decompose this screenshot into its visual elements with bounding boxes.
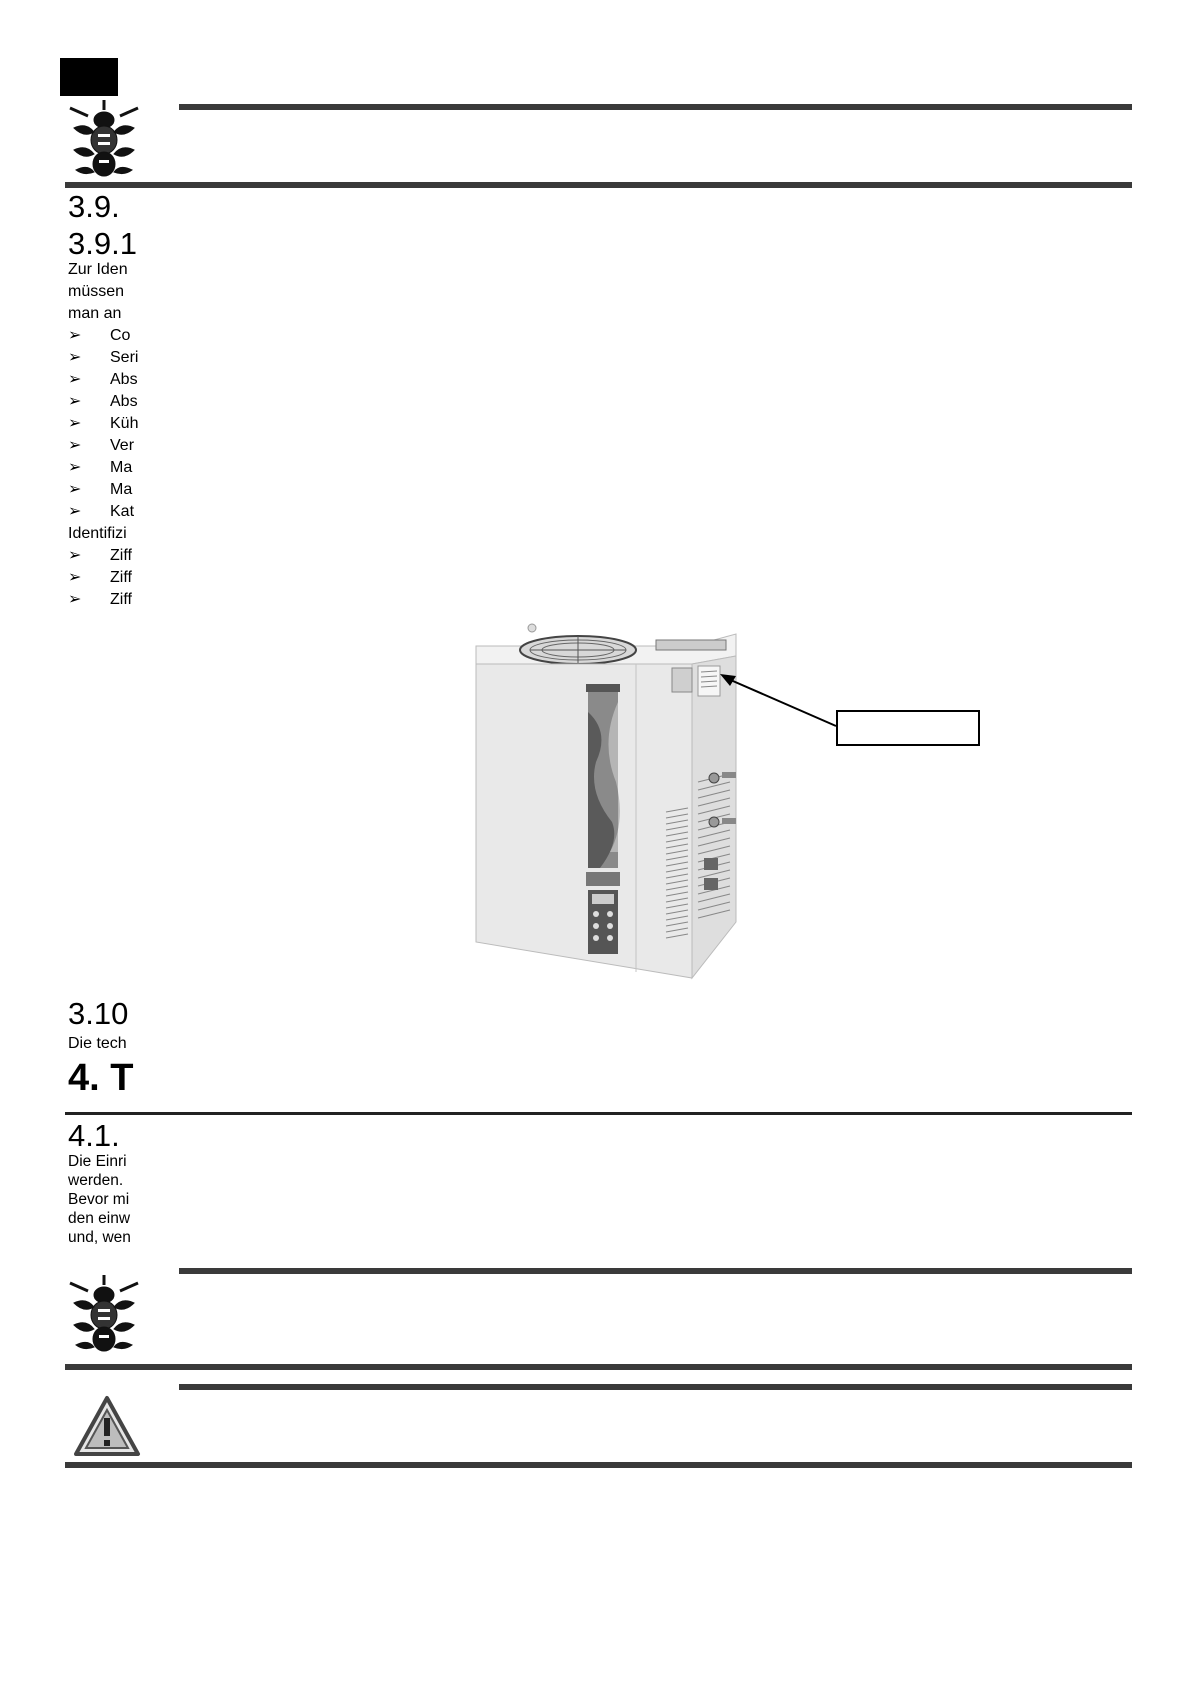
note-top-rule [179,1268,1132,1274]
chapter-heading-4: 4. T [68,1057,134,1099]
bullet-arrow-icon: ➢ [68,415,82,432]
bee-icon [66,1273,142,1353]
bullet-arrow-icon: ➢ [68,327,82,344]
warning-triangle-icon [72,1394,142,1458]
note-top-rule [179,104,1132,110]
bullet-arrow-icon: ➢ [68,547,82,564]
identification-label: Identifizi [68,525,127,542]
bullet-arrow-icon: ➢ [68,459,82,476]
paragraph-line: Zur Iden [68,261,128,278]
bullet-arrow-icon: ➢ [68,569,82,586]
note-bottom-rule [65,182,1132,188]
bullet-arrow-icon: ➢ [68,393,82,410]
header-black-block [60,58,118,96]
warning-bottom-rule [65,1462,1132,1468]
bullet-arrow-icon: ➢ [68,481,82,498]
paragraph-line: Die tech [68,1035,127,1052]
paragraph-line: müssen [68,283,125,300]
bullet-arrow-icon: ➢ [68,371,82,388]
paragraph-line: Die Einri [68,1153,127,1170]
nameplate-callout-box [836,710,980,746]
bullet-arrow-icon: ➢ [68,591,82,608]
bee-icon [66,98,142,178]
paragraph-line: den einw [68,1210,131,1227]
bullet-arrow-icon: ➢ [68,349,82,366]
section-heading-4-1: 4.1. [68,1118,120,1153]
paragraph-line: man an [68,305,122,322]
bullet-arrow-icon: ➢ [68,437,82,454]
bullet-arrow-icon: ➢ [68,503,82,520]
section-heading-3-10: 3.10 [68,996,129,1031]
paragraph-line: Bevor mi [68,1191,130,1208]
section-heading-3-9-1: 3.9.1 [68,226,137,261]
paragraph-line: und, wen [68,1229,131,1246]
paragraph-line: werden. [68,1172,124,1189]
note-bottom-rule [65,1364,1132,1370]
condensing-unit-image [460,622,760,984]
warning-top-rule [179,1384,1132,1390]
pointer-arrow [716,670,838,742]
section-heading-3-9: 3.9. [68,189,120,224]
chapter-rule [65,1112,1132,1115]
